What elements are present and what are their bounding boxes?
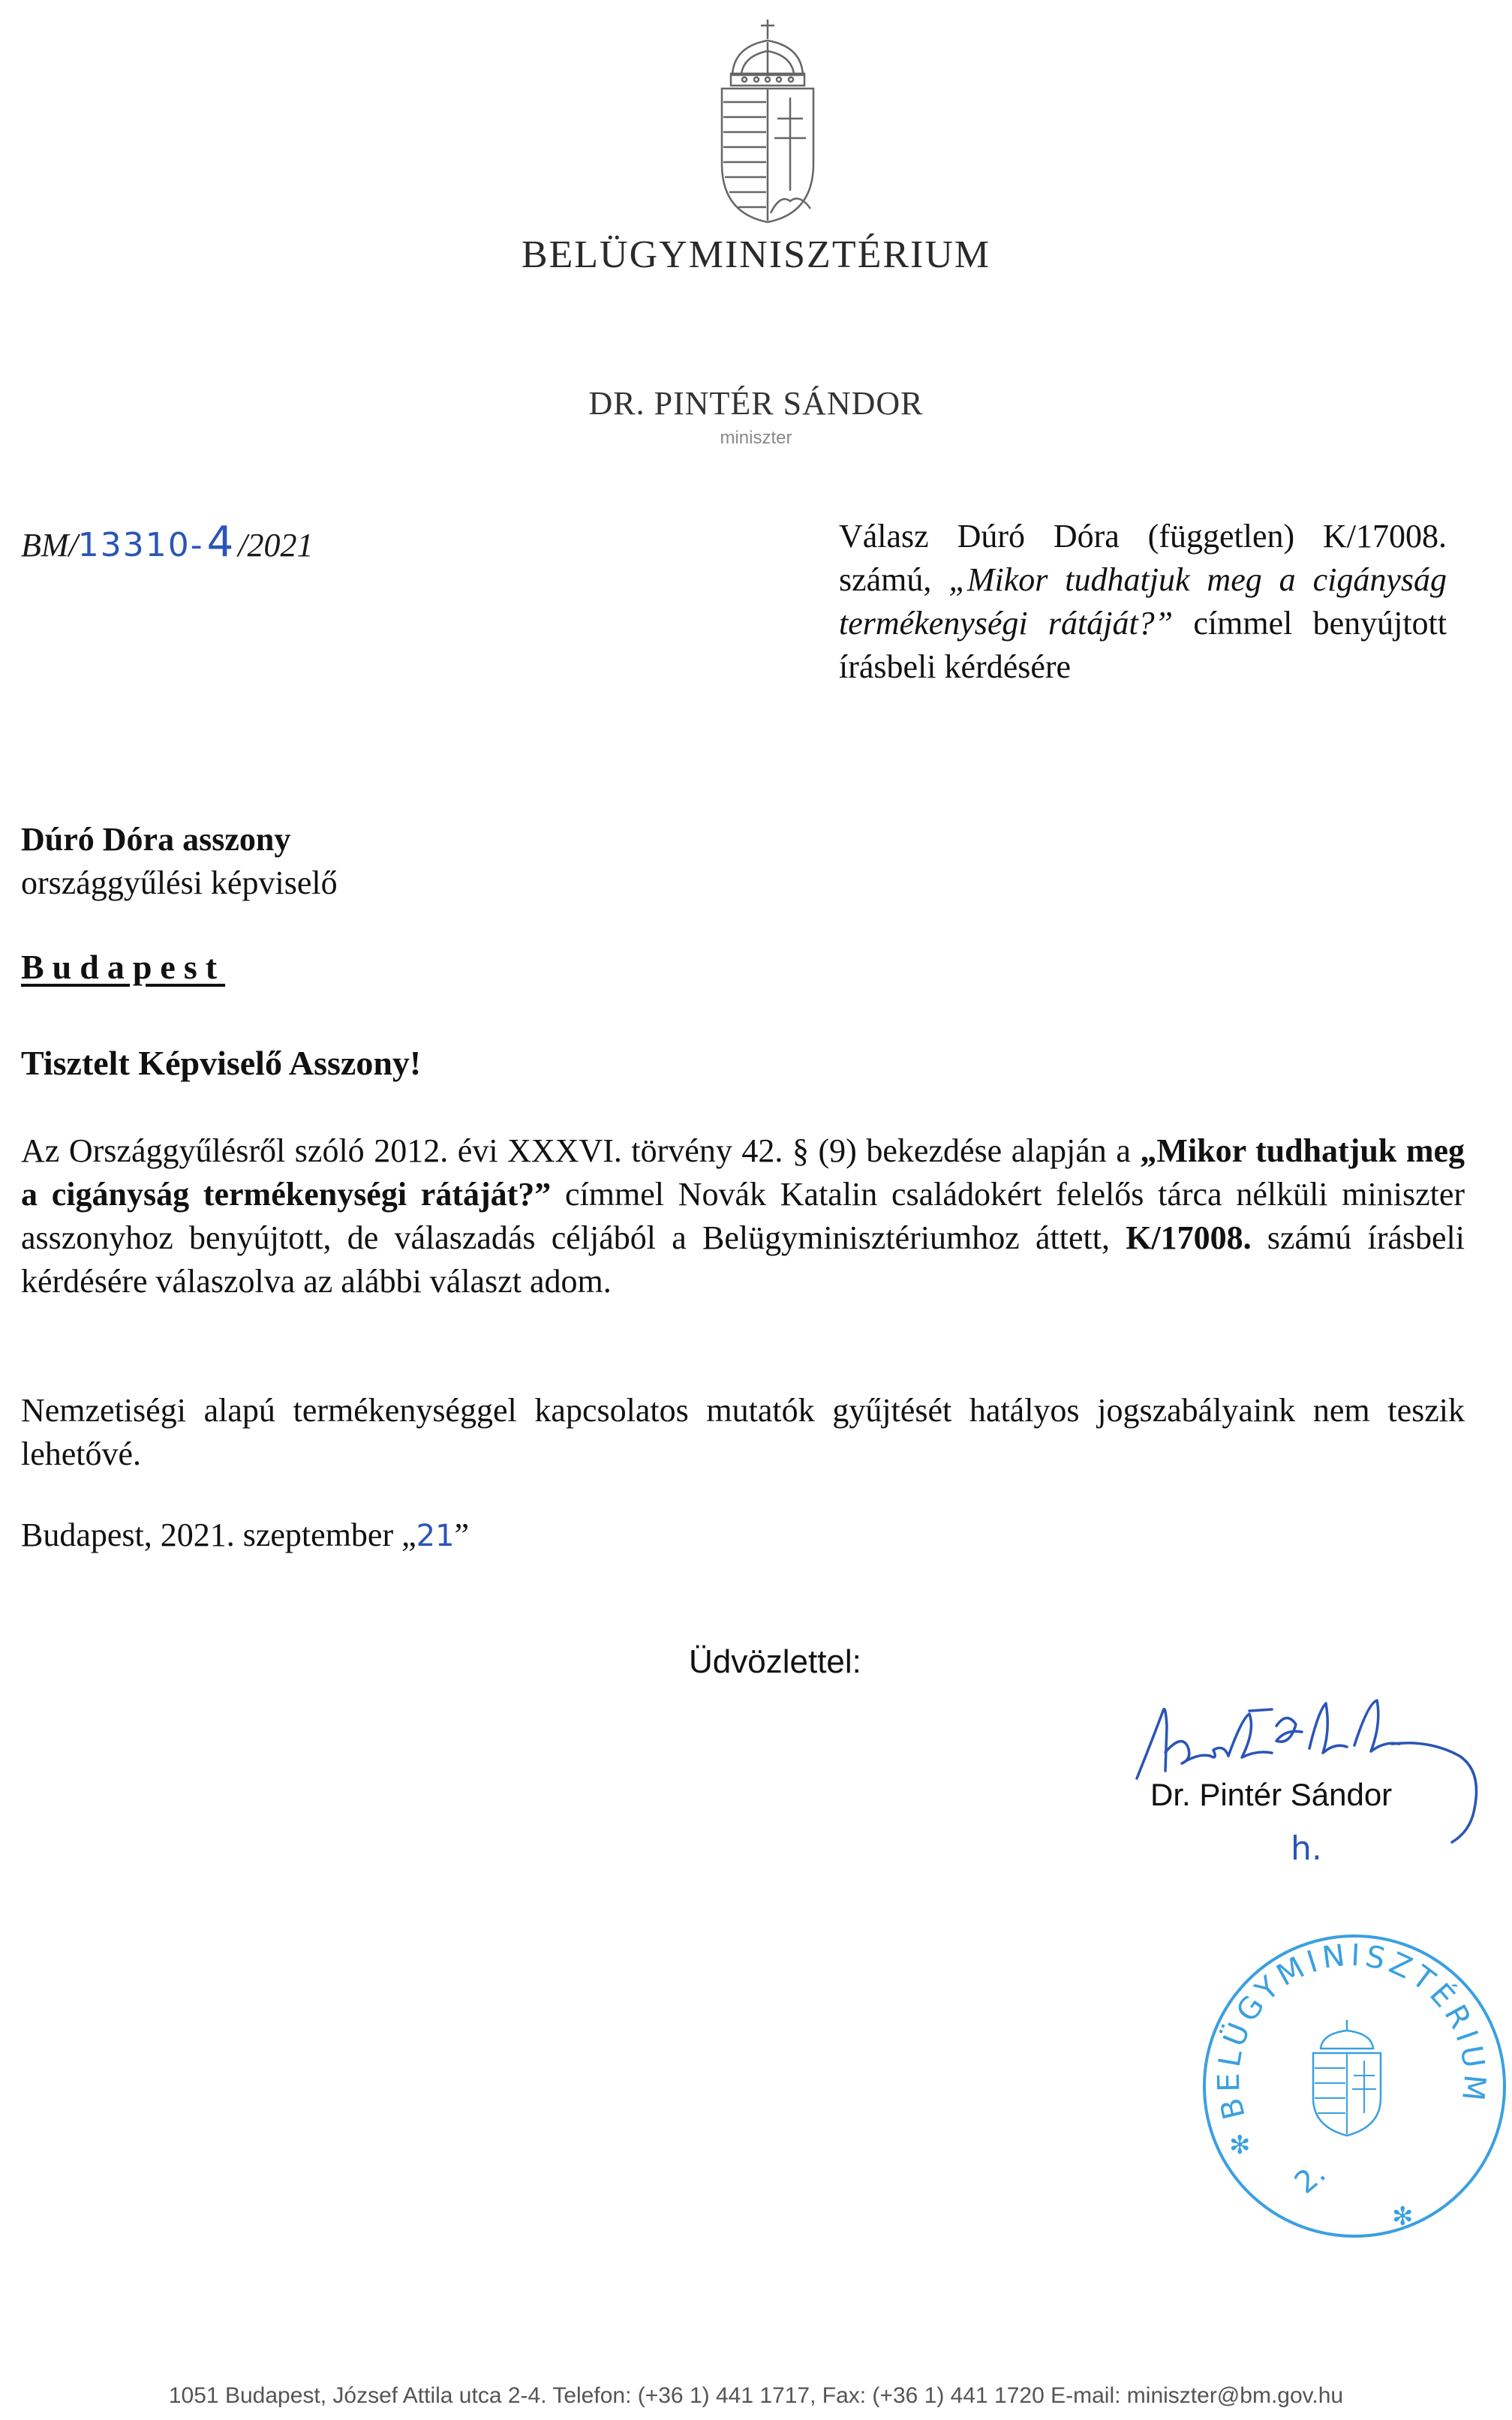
salutation: Tisztelt Képviselő Asszony! <box>21 1044 422 1082</box>
reference-handwritten-number: 13310 <box>77 526 191 564</box>
ministry-name: BELÜGYMINISZTÉRIUM <box>521 233 991 276</box>
date-line <box>21 1516 469 1554</box>
reference-number <box>21 518 314 567</box>
body-text: Az Országgyűlésről szóló 2012. évi XXXVI. törvény 42. § (9) bekezdése alapján a <box>21 1132 1141 1169</box>
official-stamp <box>1193 1928 1508 2244</box>
subject-block <box>839 515 1447 689</box>
stamp-number: 2. <box>1288 2155 1333 2201</box>
date-close-quote: ” <box>454 1517 470 1553</box>
footer-contact: 1051 Budapest, József Attila utca 2-4. Telefon: (+36 1) 441 1717, Fax: (+36 1) 441 1720 E-mail: miniszter@bm.gov.hu <box>168 2383 1344 2408</box>
date-text: Budapest, 2021. szeptember „ <box>21 1517 416 1553</box>
reference-prefix: BM/ <box>21 527 78 564</box>
reference-handwritten-suffix: 4 <box>206 518 234 567</box>
coat-of-arms-icon <box>711 17 824 227</box>
reference-year: /2021 <box>238 527 314 564</box>
minister-title: miniszter <box>720 428 792 448</box>
addressee <box>21 818 338 905</box>
reference-dash: - <box>190 526 203 564</box>
body-paragraph: Nemzetiségi alapú termékenységgel kapcsolatos mutatók gyűjtését hatályos jogszabályaink nem teszik lehetővé. <box>21 1392 1465 1472</box>
body-reference-number: K/17008. <box>1126 1219 1252 1256</box>
stamp-text: BELÜGYMINISZTÉRIUM <box>1211 1938 1492 2123</box>
body-paragraph <box>21 1129 1465 1303</box>
svg-text:✻: ✻ <box>1229 2130 1251 2160</box>
signatory-name: Dr. Pintér Sándor <box>1150 1777 1393 1812</box>
minister-name: DR. PINTÉR SÁNDOR <box>588 385 924 422</box>
subject-line: számú, <box>839 561 949 598</box>
svg-text:✻: ✻ <box>1392 2202 1414 2232</box>
closing-greeting: Üdvözlettel: <box>689 1643 861 1680</box>
handwritten-signature <box>1129 1681 1504 1853</box>
addressee-role: országgyűlési képviselő <box>21 864 338 901</box>
addressee-name: Dúró Dóra asszony <box>21 821 291 858</box>
subject-line: címmel benyújtott írásbeli kérdésére <box>839 605 1447 685</box>
body-question-title: „Mikor tudhatjuk meg a cigányság termékenységi rátáját?” <box>21 1132 1465 1213</box>
svg-text:BELÜGYMINISZTÉRIUM <box>1212 1938 1492 2122</box>
subject-line: Válasz Dúró Dóra (független) K/17008. <box>839 518 1447 555</box>
date-handwritten-day: 21 <box>416 1519 455 1553</box>
signature-mark: h. <box>1291 1829 1322 1868</box>
body-text: címmel Novák Katalin családokért felelős tárca nélküli miniszter asszonyhoz benyújtott, de válaszadás céljából a Belügyminisztériumhoz áttett, <box>21 1176 1465 1256</box>
subject-question-title: „Mikor tudhatjuk meg a cigányság termékenységi rátáját?” <box>839 561 1447 642</box>
body-text: számú írásbeli kérdésére válaszolva az alábbi választ adom. <box>21 1219 1465 1300</box>
addressee-city: Budapest <box>21 948 226 986</box>
